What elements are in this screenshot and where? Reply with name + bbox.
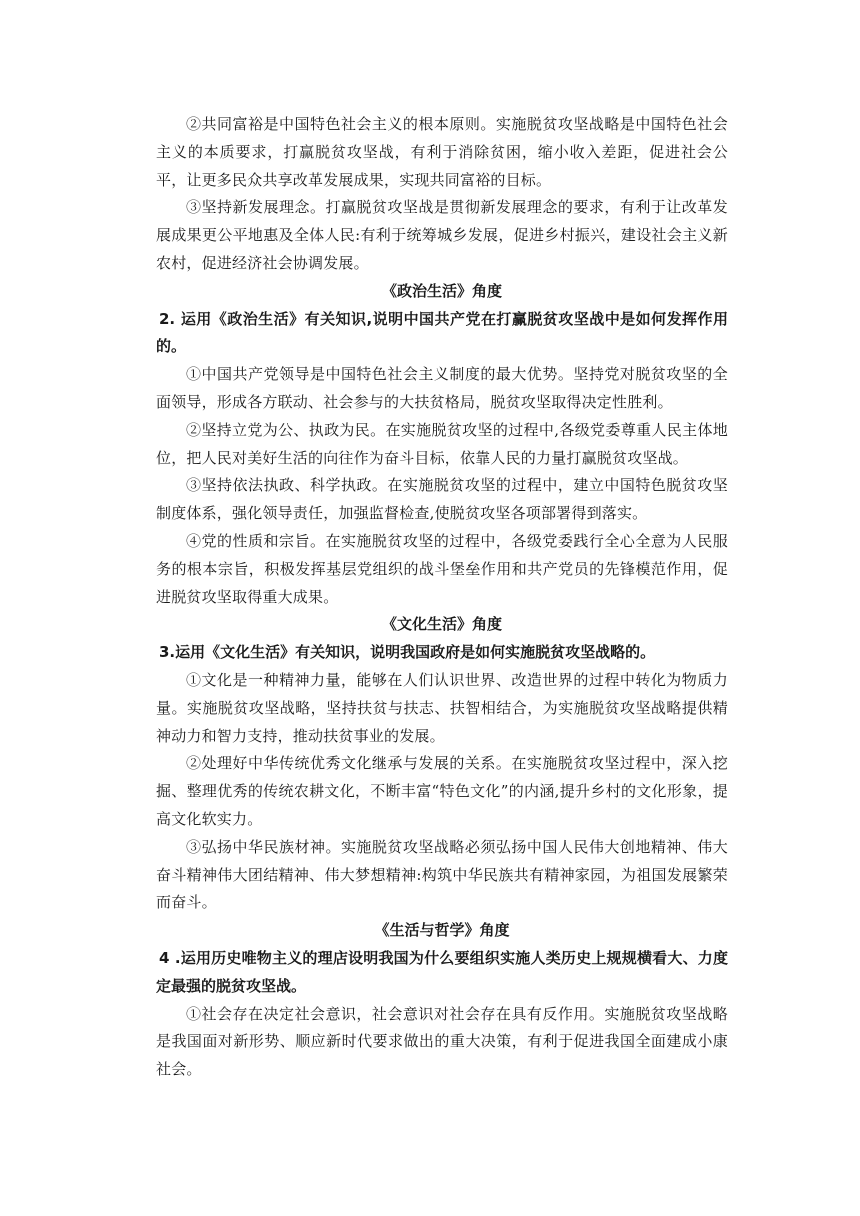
paragraph-serve-people: ②坚持立党为公、执政为民。在实施脱贫攻坚的过程中,各级党委尊重人民主体地位，把人民对美好生活的向往作为奋斗目标，依靠人民的力量打赢脱贫攻坚战。 bbox=[156, 420, 728, 467]
question-3: 3.运用《文化生活》有关知识，说明我国政府是如何实施脱贫攻坚战略的。 bbox=[159, 643, 656, 662]
question-4: 4 .运用历史唯物主义的理店设明我国为什么要组织实施人类历史上规规横看大、力度定最强的脱贫攻坚战。 bbox=[156, 948, 728, 995]
paragraph-traditional-culture: ②处理好中华传统优秀文化继承与发展的关系。在实施脱贫攻坚过程中，深入挖掘、整理优秀的传统农耕文化，不断丰富“特色文化”的内涵,提升乡村的文化形象，提高文化软实力。 bbox=[156, 754, 728, 828]
document-body bbox=[156, 111, 728, 1084]
section-heading-political-life: 《政治生活》角度 bbox=[381, 281, 502, 300]
paragraph-rule-by-law: ③坚持依法执政、科学执政。在实施脱贫攻坚的过程中，建立中国特色脱贫攻坚制度体系，强化领导责任，加强监督检查,使脱贫攻坚各项部署得到落实。 bbox=[156, 476, 728, 523]
paragraph-common-prosperity: ②共同富裕是中国特色社会主义的根本原则。实施脱贫攻坚战略是中国特色社会主义的本质要求，打赢脱贫攻坚战，有利于消除贫困，缩小收入差距，促进社会公平，让更多民众共享改革发展成果，实现共同富裕的目标。 bbox=[156, 115, 728, 189]
paragraph-social-existence: ①社会存在决定社会意识，社会意识对社会存在具有反作用。实施脱贫攻坚战略是我国面对新形势、顺应新时代要求做出的重大决策，有利于促进我国全面建成小康社会。 bbox=[156, 1004, 728, 1079]
section-heading-philosophy: 《生活与哲学》角度 bbox=[374, 921, 510, 940]
paragraph-party-nature: ④党的性质和宗旨。在实施脱贫攻坚的过程中，各级党委践行全心全意为人民服务的根本宗旨，积极发挥基层党组织的战斗堡垒作用和共产党员的先锋模范作用，促进脱贫攻坚取得重大成果。 bbox=[156, 531, 728, 606]
section-heading-cultural-life: 《文化生活》角度 bbox=[381, 615, 502, 634]
paragraph-culture-power: ①文化是一种精神力量，能够在人们认识世界、改造世界的过程中转化为物质力量。实施脱贫攻坚战略，坚持扶贫与扶志、扶智相结合，为实施脱贫攻坚战略提供精神动力和智力支持，推动扶贫事业的发展。 bbox=[156, 670, 728, 745]
paragraph-new-development-concept: ③坚持新发展理念。打赢脱贫攻坚战是贯彻新发展理念的要求，有利于让改革发展成果更公平地惠及全体人民:有利于统筹城乡发展，促进乡村振兴，建设社会主义新农村，促进经济社会协调发展。 bbox=[156, 198, 728, 272]
paragraph-national-spirit: ③弘扬中华民族材神。实施脱贫攻坚战略必须弘扬中国人民伟大创地精神、伟大奋斗精神伟大团结精神、伟大梦想精神:构筑中华民族共有精神家园，为祖国发展繁荣而奋斗。 bbox=[156, 837, 728, 912]
question-2: 2. 运用《政治生活》有关知识,说明中国共产党在打赢脱贫攻坚战中是如何发挥作用的。 bbox=[156, 309, 728, 356]
paragraph-party-leadership: ①中国共产党领导是中国特色社会主义制度的最大优势。坚持党对脱贫攻坚的全面领导，形成各方联动、社会参与的大扶贫格局，脱贫攻坚取得决定性胜利。 bbox=[156, 365, 728, 411]
